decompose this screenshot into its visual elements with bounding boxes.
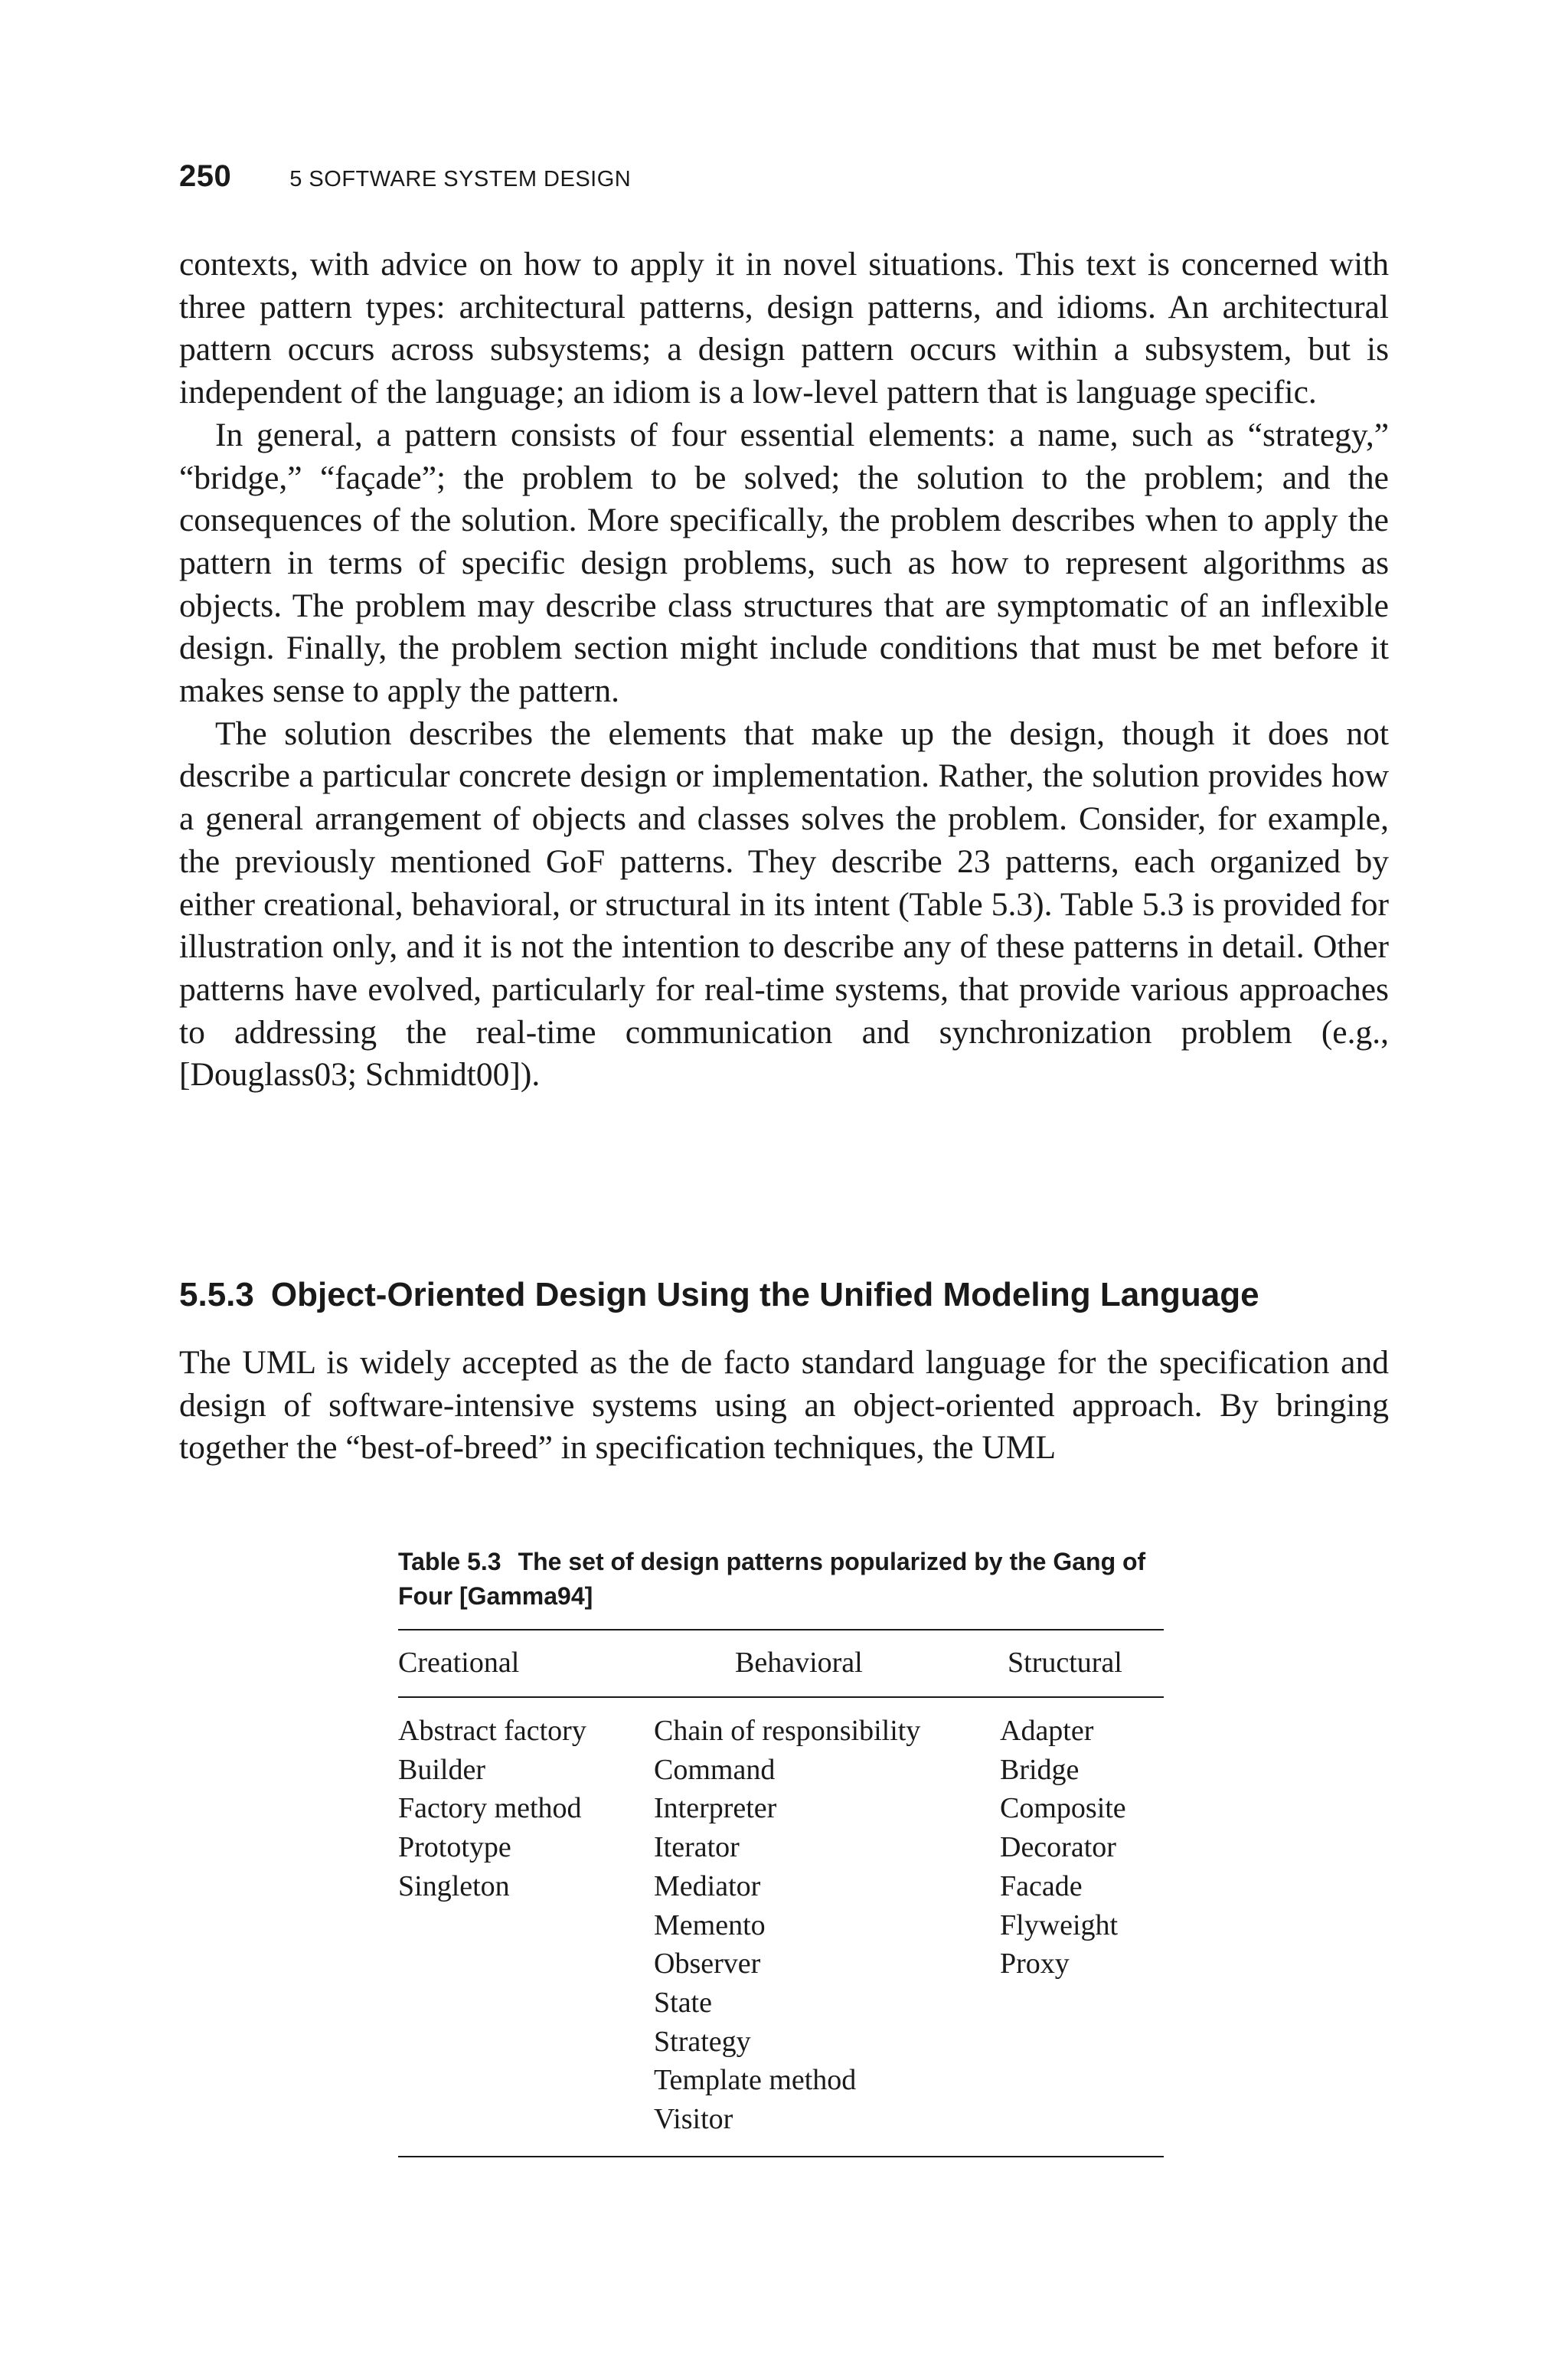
page-number: 250 bbox=[179, 159, 232, 193]
paragraph-pattern-elements: In general, a pattern consists of four essential elements: a name, such as “strategy,” “bridge,” “façade”; the problem to be solved; the solution to the problem; and the consequences of the solution. More specifically, the problem describes when to apply the pattern in terms of specific design problems, such as how to represent algorithms as objects. The problem may describe class structures that are symptomatic of an inflexible design. Finally, the problem section might include conditions that must be met before it makes sense to apply the pattern. bbox=[179, 416, 1389, 710]
table-bottom-rule bbox=[398, 2156, 1164, 2157]
table-cell: Builder bbox=[398, 1753, 485, 1786]
section-heading bbox=[179, 1276, 1259, 1314]
header-creational: Creational bbox=[398, 1647, 520, 1679]
header-behavioral: Behavioral bbox=[735, 1647, 863, 1679]
table-label: Table 5.3 bbox=[398, 1548, 501, 1575]
table-cell: Chain of responsibility bbox=[654, 1715, 921, 1747]
table-cell: Memento bbox=[654, 1908, 766, 1941]
section-body bbox=[179, 1342, 1389, 1470]
table-cell: Abstract factory bbox=[398, 1715, 586, 1747]
paragraph-uml: The UML is widely accepted as the de facto standard language for the specification and design of software-intensive systems using an object-oriented approach. By bringing together the “best-of-breed” in specification techniques, the UML bbox=[179, 1344, 1389, 1467]
table-cell: Factory method bbox=[398, 1792, 582, 1825]
table-header-row bbox=[398, 1630, 1164, 1696]
table-cell: Proxy bbox=[1000, 1948, 1070, 1980]
header-structural: Structural bbox=[1008, 1647, 1122, 1679]
table-cell: Flyweight bbox=[1000, 1908, 1119, 1941]
table-cell: Composite bbox=[1000, 1792, 1126, 1825]
design-patterns-table bbox=[398, 1545, 1164, 2157]
table-cell: Interpreter bbox=[654, 1792, 777, 1825]
table-caption-text: The set of design patterns popularized by the Gang of Four [Gamma94] bbox=[398, 1548, 1146, 1610]
running-head bbox=[179, 159, 631, 194]
behavioral-column bbox=[654, 1712, 920, 2139]
table-cell: Mediator bbox=[654, 1869, 761, 1902]
table-cell: Adapter bbox=[1000, 1715, 1094, 1747]
table-cell: Bridge bbox=[1000, 1753, 1080, 1786]
table-cell: Prototype bbox=[398, 1831, 511, 1864]
running-title: 5 SOFTWARE SYSTEM DESIGN bbox=[289, 167, 632, 191]
table-cell: Singleton bbox=[398, 1869, 510, 1902]
paragraph-solution: The solution describes the elements that make up the design, though it does not describe a particular concrete design or implementation. Rather, the solution provides how a general arrangement of objects and classes solves the problem. Consider, for example, the previously mentioned GoF patterns. They describe 23 patterns, each organized by either creational, behavioral, or structural in its intent (Table 5.3). Table 5.3 is provided for illustration only, and it is not the intention to describe any of these patterns in detail. Other patterns have evolved, particularly for real-time systems, that provide various approaches to addressing the real-time communication and synchronization problem (e.g., [Douglass03; Schmidt00]). bbox=[179, 715, 1389, 1094]
structural-column bbox=[1000, 1712, 1126, 1984]
table-cell: Facade bbox=[1000, 1869, 1083, 1902]
table-cell: Template method bbox=[654, 2064, 857, 2097]
section-number: 5.5.3 bbox=[179, 1276, 254, 1313]
table-cell: Command bbox=[654, 1753, 776, 1786]
table-cell: Observer bbox=[654, 1948, 761, 1980]
paragraph-continued: contexts, with advice on how to apply it in novel situations. This text is concerned with three pattern types: architectural patterns, design patterns, and idioms. An architectural pattern occurs across subsystems; a design pattern occurs within a subsystem, but is independent of the language; an idiom is a low-level pattern that is language specific. bbox=[179, 246, 1389, 411]
table-caption bbox=[398, 1545, 1164, 1614]
body-text bbox=[179, 244, 1389, 1097]
section-title: Object-Oriented Design Using the Unified Modeling Language bbox=[270, 1276, 1259, 1313]
table-cell: Decorator bbox=[1000, 1831, 1116, 1864]
table-body bbox=[398, 1698, 1164, 2156]
table-cell: Strategy bbox=[654, 2025, 751, 2058]
table-cell: Iterator bbox=[654, 1831, 740, 1864]
table-cell: Visitor bbox=[654, 2103, 733, 2136]
creational-column bbox=[398, 1712, 586, 1906]
table-cell: State bbox=[654, 1986, 712, 2019]
